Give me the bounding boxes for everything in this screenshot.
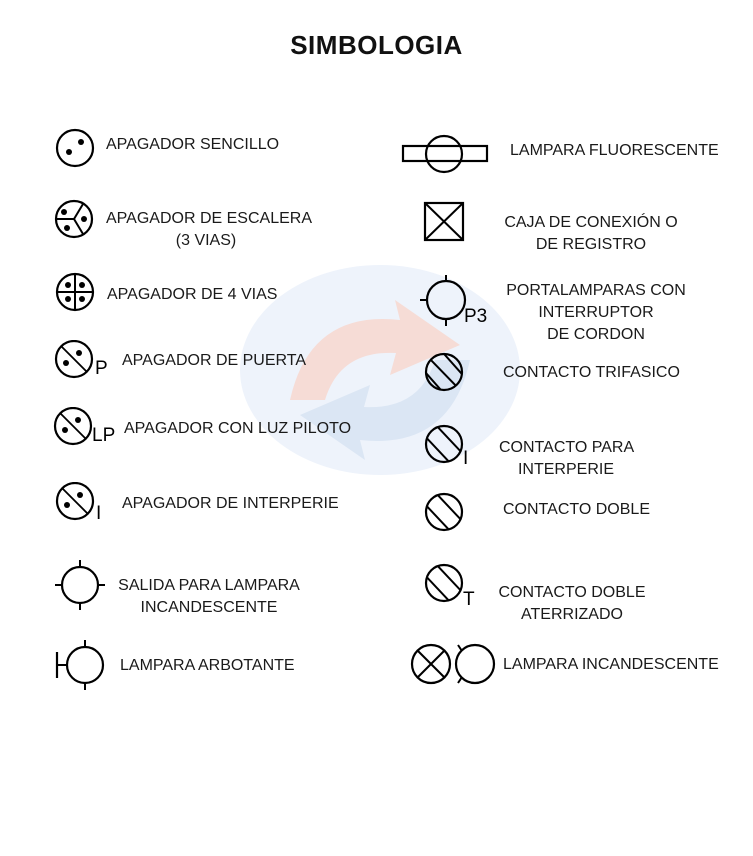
symbol-label: LAMPARA ARBOTANTE [120,657,295,674]
fluorescent-lamp-icon [401,134,489,174]
incandescent-outlet-icon [53,558,109,612]
symbol-suffix: T [463,589,475,609]
junction-box-icon [422,200,468,244]
switch-single-icon [54,128,98,168]
symbol-label: SALIDA PARA LAMPARA INCANDESCENTE [118,577,300,616]
three-phase-outlet-icon [423,352,467,394]
switch-pilot-light-icon [52,407,118,447]
symbol-label: PORTALAMPARAS CON INTERRUPTOR DE CORDON [506,282,686,343]
symbol-label: APAGADOR DE INTERPERIE [122,495,339,512]
symbol-suffix: P [95,358,108,379]
switch-three-way-icon [53,199,97,241]
symbol-label: APAGADOR DE PUERTA [122,352,307,369]
symbol-label: APAGADOR DE ESCALERA (3 VIAS) [106,210,312,249]
symbol-label: CONTACTO PARA INTERPERIE [499,439,635,478]
incandescent-lamp-icon [409,642,497,688]
symbol-label: LAMPARA FLUORESCENTE [510,142,719,159]
symbol-suffix: I [96,503,102,524]
symbol-suffix: LP [92,425,116,446]
wall-lamp-icon [53,638,109,694]
symbol-suffix: I [463,448,469,468]
symbol-label: CONTACTO DOBLE ATERRIZADO [498,584,646,623]
switch-door-icon [53,340,113,380]
symbol-label: APAGADOR DE 4 VIAS [107,286,278,303]
page-title: SIMBOLOGIA [290,30,463,60]
switch-weatherproof-icon [54,482,110,524]
symbol-label: APAGADOR SENCILLO [106,136,280,153]
switch-four-way-icon [54,272,98,314]
symbol-label: LAMPARA INCANDESCENTE [503,656,719,673]
symbol-label: CONTACTO DOBLE [503,501,650,518]
pull-chain-lampholder-icon [418,274,494,330]
symbol-label: APAGADOR CON LUZ PILOTO [124,420,352,437]
grounded-duplex-outlet-icon [423,563,479,609]
symbol-label: CAJA DE CONEXIÓN O DE REGISTRO [504,214,678,253]
weatherproof-outlet-icon [423,424,479,468]
symbol-suffix: P3 [464,306,488,327]
duplex-outlet-icon [423,492,467,534]
symbol-label: CONTACTO TRIFASICO [503,364,680,381]
